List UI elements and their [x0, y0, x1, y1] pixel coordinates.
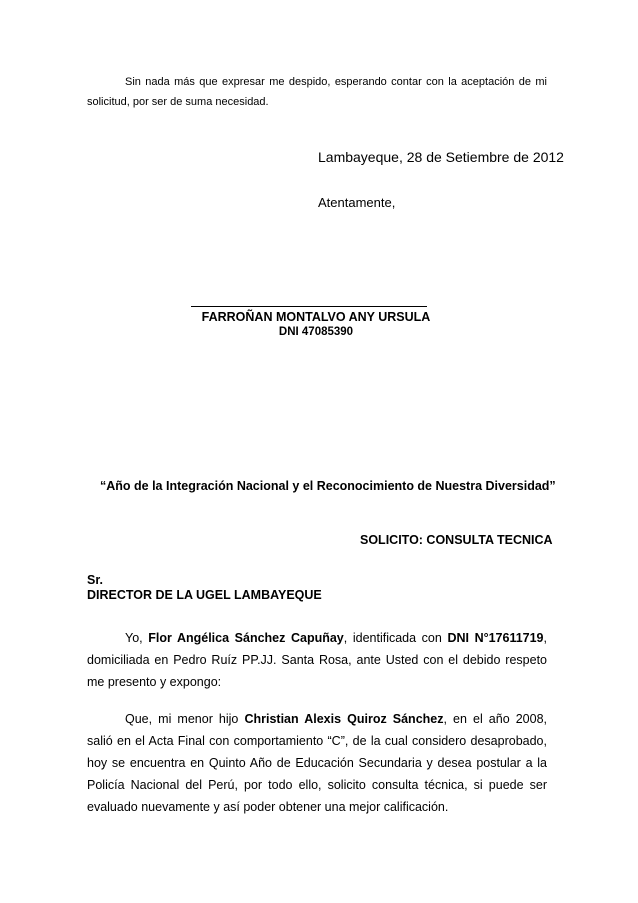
applicant-name: Flor Angélica Sánchez Capuñay: [148, 631, 344, 645]
intro-paragraph: [87, 627, 547, 693]
addressee-name: DIRECTOR DE LA UGEL LAMBAYEQUE: [87, 588, 322, 602]
addressee-title: Sr.: [87, 573, 103, 587]
body-suffix: , en el año 2008, salió en el Acta Final con comportamiento “C”, de la cual considero desaprobado, hoy se encuentra en Quinto Año de Educación Secundaria y desea postular a la Policía Nacional del Perú, por todo ello, solicito consulta técnica, si puede ser evaluado nuevamente y así poder obtener una mejor calificación.: [87, 712, 547, 814]
salutation: Atentamente,: [318, 195, 396, 210]
signature-dni: DNI 47085390: [278, 326, 354, 338]
signature-name: FARROÑAN MONTALVO ANY URSULA: [201, 310, 431, 324]
intro-suffix: , domiciliada en Pedro Ruíz PP.JJ. Santa Rosa, ante Usted con el debido respeto me presento y expongo:: [87, 631, 547, 689]
applicant-dni: DNI N°17611719: [447, 631, 544, 645]
year-motto: “Año de la Integración Nacional y el Reconocimiento de Nuestra Diversidad”: [100, 479, 556, 493]
son-name: Christian Alexis Quiroz Sánchez: [244, 712, 444, 726]
closing-paragraph: Sin nada más que expresar me despido, esperando contar con la aceptación de mi solicitud, por ser de suma necesidad.: [87, 76, 547, 108]
intro-prefix: Yo,: [125, 631, 149, 645]
place-date: Lambayeque, 28 de Setiembre de 2012: [318, 149, 564, 165]
body-prefix: Que, mi menor hijo: [125, 712, 245, 726]
subject: SOLICITO: CONSULTA TECNICA: [360, 533, 553, 547]
signature-line: [191, 306, 427, 307]
body-paragraph: [87, 708, 547, 818]
intro-mid: , identificada con: [343, 631, 448, 645]
